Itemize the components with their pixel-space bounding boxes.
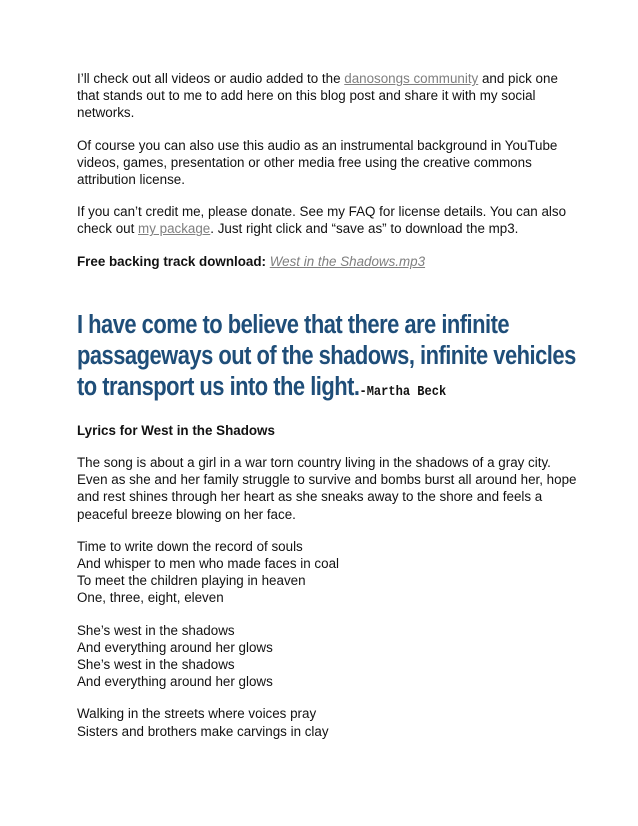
pull-quote	[77, 310, 584, 408]
lyrics-stanza-2	[77, 622, 577, 691]
intro-p1-before: I’ll check out all videos or audio added to the	[77, 71, 345, 86]
lyric-line: Walking in the streets where voices pray	[77, 706, 317, 722]
intro-p3-before: If you can’t credit me, please donate. See my FAQ for license details. You can also check out	[77, 204, 567, 237]
lyric-line: And whisper to men who made faces in coal	[77, 556, 340, 572]
download-line	[77, 253, 577, 270]
lyric-line: And everything around her glows	[77, 674, 273, 690]
lyrics-heading: Lyrics for West in the Shadows	[77, 422, 275, 438]
intro-paragraph-2: Of course you can also use this audio as an instrumental background in YouTube videos, games, presentation or other media free using the creative commons attribution license.	[77, 137, 558, 188]
lyric-line: And everything around her glows	[77, 639, 273, 655]
intro-paragraph-1	[77, 70, 577, 122]
mp3-download-link[interactable]: West in the Shadows.mp3	[269, 253, 426, 269]
intro-p3-after: . Just right click and “save as” to download the mp3.	[210, 221, 519, 237]
lyrics-description: The song is about a girl in a war torn country living in the shadows of a gray city. Even as she and her family struggle to survive and bombs burst all around her, hope and rest shines through her heart as she sneaks away to the shore and feels a peaceful breeze blowing on her face.	[77, 455, 577, 522]
quote-author: -Martha Beck	[359, 383, 447, 400]
my-package-link[interactable]: my package	[138, 221, 211, 237]
intro-paragraph-3	[77, 203, 577, 237]
download-label: Free backing track download:	[77, 253, 266, 269]
lyric-line: Sisters and brothers make carvings in clay	[77, 723, 329, 739]
lyrics-stanza-3	[77, 705, 577, 739]
danosongs-community-link[interactable]: danosongs community	[344, 71, 479, 86]
quote-text: I have come to believe that there are infinite passageways out of the shadows, infinite vehicles to transport us into the light.	[77, 310, 576, 401]
intro-p1-after: and pick one that stands out to me to add here on this blog post and share it with my social networks.	[77, 71, 558, 121]
lyric-line: To meet the children playing in heaven	[77, 573, 306, 589]
lyric-line: One, three, eight, eleven	[77, 590, 224, 606]
document-page	[77, 70, 577, 755]
lyric-line: She’s west in the shadows	[77, 622, 235, 638]
lyric-line: She’s west in the shadows	[77, 657, 235, 673]
lyric-line: Time to write down the record of souls	[77, 538, 303, 554]
lyrics-stanza-1	[77, 538, 577, 607]
